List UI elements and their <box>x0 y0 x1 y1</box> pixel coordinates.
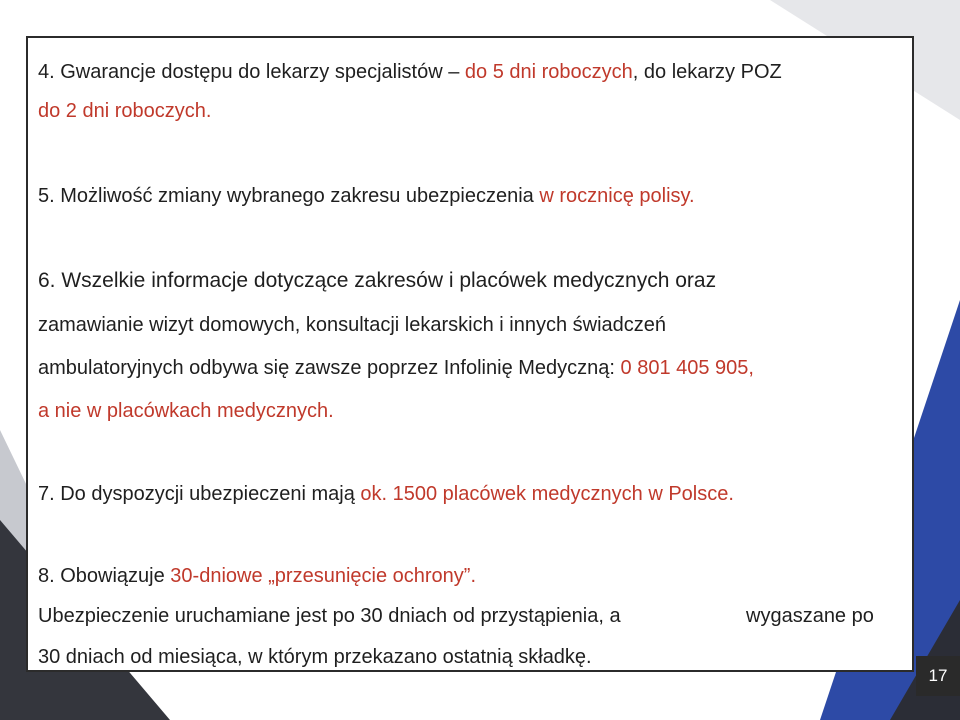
page-number-badge: 17 <box>916 656 960 696</box>
item-8-line-2: Ubezpieczenie uruchamiane jest po 30 dniach od przystąpienia, a wygaszane po <box>38 605 874 627</box>
item-4-line-1: 4. Gwarancje dostępu do lekarzy specjalistów – do 5 dni roboczych, do lekarzy POZ <box>38 61 782 83</box>
item-6-line-1: 6. Wszelkie informacje dotyczące zakresów i placówek medycznych oraz <box>38 269 717 292</box>
item-8-line-3: 30 dniach od miesiąca, w którym przekazano ostatnią składkę. <box>38 646 592 668</box>
item-6-line-4: a nie w placówkach medycznych. <box>38 400 334 422</box>
item-5-line-1: 5. Możliwość zmiany wybranego zakresu ubezpieczenia w rocznicę polisy. <box>38 185 695 207</box>
item-4-line-2: do 2 dni roboczych. <box>38 100 212 122</box>
content-card <box>26 36 914 672</box>
item-8-line-1: 8. Obowiązuje 30-dniowe „przesunięcie ochrony”. <box>38 565 477 587</box>
item-6-line-2: zamawianie wizyt domowych, konsultacji lekarskich i innych świadczeń <box>38 314 667 336</box>
item-7-line-1: 7. Do dyspozycji ubezpieczeni mają ok. 1500 placówek medycznych w Polsce. <box>38 483 734 505</box>
item-6-line-3: ambulatoryjnych odbywa się zawsze poprzez Infolinię Medyczną: 0 801 405 905, <box>38 357 754 379</box>
